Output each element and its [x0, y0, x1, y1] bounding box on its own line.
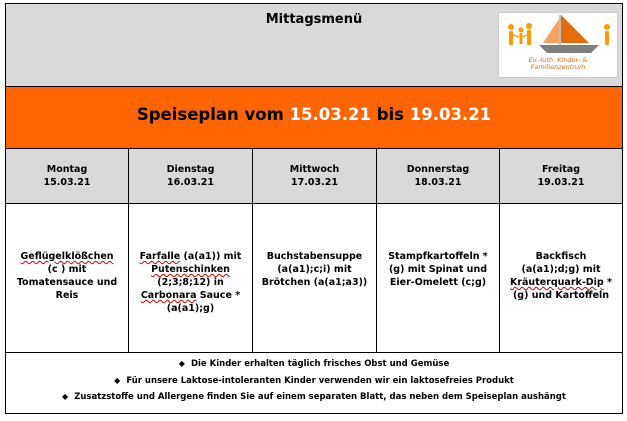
meal-tuesday — [129, 204, 253, 352]
note-item — [6, 373, 622, 390]
day-date: 16.03.21 — [167, 177, 214, 188]
plan-connector: bis — [376, 105, 404, 124]
header-bar — [6, 4, 622, 86]
day-name: Montag — [46, 164, 88, 175]
logo-subtext: ........................ — [542, 72, 574, 77]
meal-word: (a(a1)) mit — [180, 251, 242, 262]
weekday-header-row — [6, 149, 622, 204]
day-date: 17.03.21 — [291, 177, 338, 188]
meal-word: Sauce * — [196, 290, 241, 301]
family-boat-logo-icon — [499, 13, 618, 57]
plan-date-from: 15.03.21 — [289, 105, 371, 124]
meal-word: Kräuterquark-Dip — [509, 277, 604, 288]
day-header-wednesday — [253, 149, 377, 203]
meal-line — [141, 289, 240, 302]
notes-list — [6, 356, 622, 406]
meal-line: (a(a1);c;i) mit — [277, 264, 352, 275]
meal-friday — [500, 204, 622, 352]
meal-line: (a(a1);g) — [166, 303, 215, 314]
note-item — [6, 356, 622, 373]
meal-line: (a(a1);d;g) mit — [521, 264, 601, 275]
page-title: Mittagsmenü — [265, 12, 363, 27]
logo-text-line2: Familienzentrum — [530, 63, 586, 71]
day-date: 18.03.21 — [414, 177, 462, 188]
note-text: Die Kinder erhalten täglich frisches Obst und Gemüse — [190, 359, 450, 369]
meal-line: (g) und Kartoffeln — [512, 290, 610, 301]
meal-monday — [6, 204, 129, 352]
meal-row — [6, 204, 622, 353]
meal-line: Putenschinken — [151, 264, 230, 275]
meal-word: Farfalle — [139, 251, 181, 262]
meal-line: (c ) mit — [47, 264, 87, 275]
plan-title — [6, 105, 622, 124]
meal-line: Tomatensauce und — [16, 277, 118, 288]
diamond-bullet-icon: ◆ — [114, 375, 121, 385]
kinderzentrum-logo — [498, 12, 618, 78]
logo-text-line1: Ev.-luth. Kinder- & — [528, 56, 588, 64]
diamond-bullet-icon: ◆ — [62, 392, 69, 401]
plan-date-to: 19.03.21 — [409, 105, 492, 124]
note-item — [6, 389, 622, 406]
meal-word: Carbonara — [140, 290, 197, 301]
meal-line: Backfisch — [535, 251, 587, 262]
meal-line: Brötchen (a(a1;a3)) — [261, 277, 368, 288]
menu-sheet — [5, 3, 623, 414]
day-name: Dienstag — [166, 164, 215, 175]
meal-thursday — [377, 204, 500, 352]
day-date: 15.03.21 — [43, 177, 91, 188]
meal-word: * — [603, 277, 613, 288]
day-date: 19.03.21 — [537, 177, 585, 188]
day-header-monday — [6, 149, 129, 203]
meal-line: Eier-Omelett (c;g) — [389, 277, 487, 288]
meal-line: (g) mit Spinat und — [388, 264, 488, 275]
meal-line: Stampfkartoffeln * — [388, 251, 488, 262]
meal-line: (2;3;8;12) in — [157, 277, 224, 288]
meal-line — [140, 250, 242, 263]
day-name: Freitag — [541, 164, 581, 175]
day-header-thursday — [377, 149, 500, 203]
day-name: Donnerstag — [406, 164, 470, 175]
diamond-bullet-icon: ◆ — [178, 359, 185, 368]
meal-line — [510, 276, 612, 289]
meal-line: Reis — [55, 290, 79, 301]
day-name: Mittwoch — [289, 164, 340, 175]
day-header-friday — [500, 149, 622, 203]
meal-line: Geflügelklößchen — [20, 251, 114, 262]
plan-prefix: Speiseplan vom — [136, 105, 284, 124]
plan-banner — [6, 86, 622, 149]
day-header-tuesday — [129, 149, 253, 203]
meal-wednesday — [253, 204, 377, 352]
note-text: Zusatzstoffe und Allergene finden Sie auf einem separaten Blatt, das neben dem Speiseplan aushängt — [74, 392, 566, 402]
note-text: Für unsere Laktose-intoleranten Kinder verwenden wir ein laktosefreies Produkt — [126, 375, 514, 386]
meal-line: Buchstabensuppe — [266, 251, 363, 262]
